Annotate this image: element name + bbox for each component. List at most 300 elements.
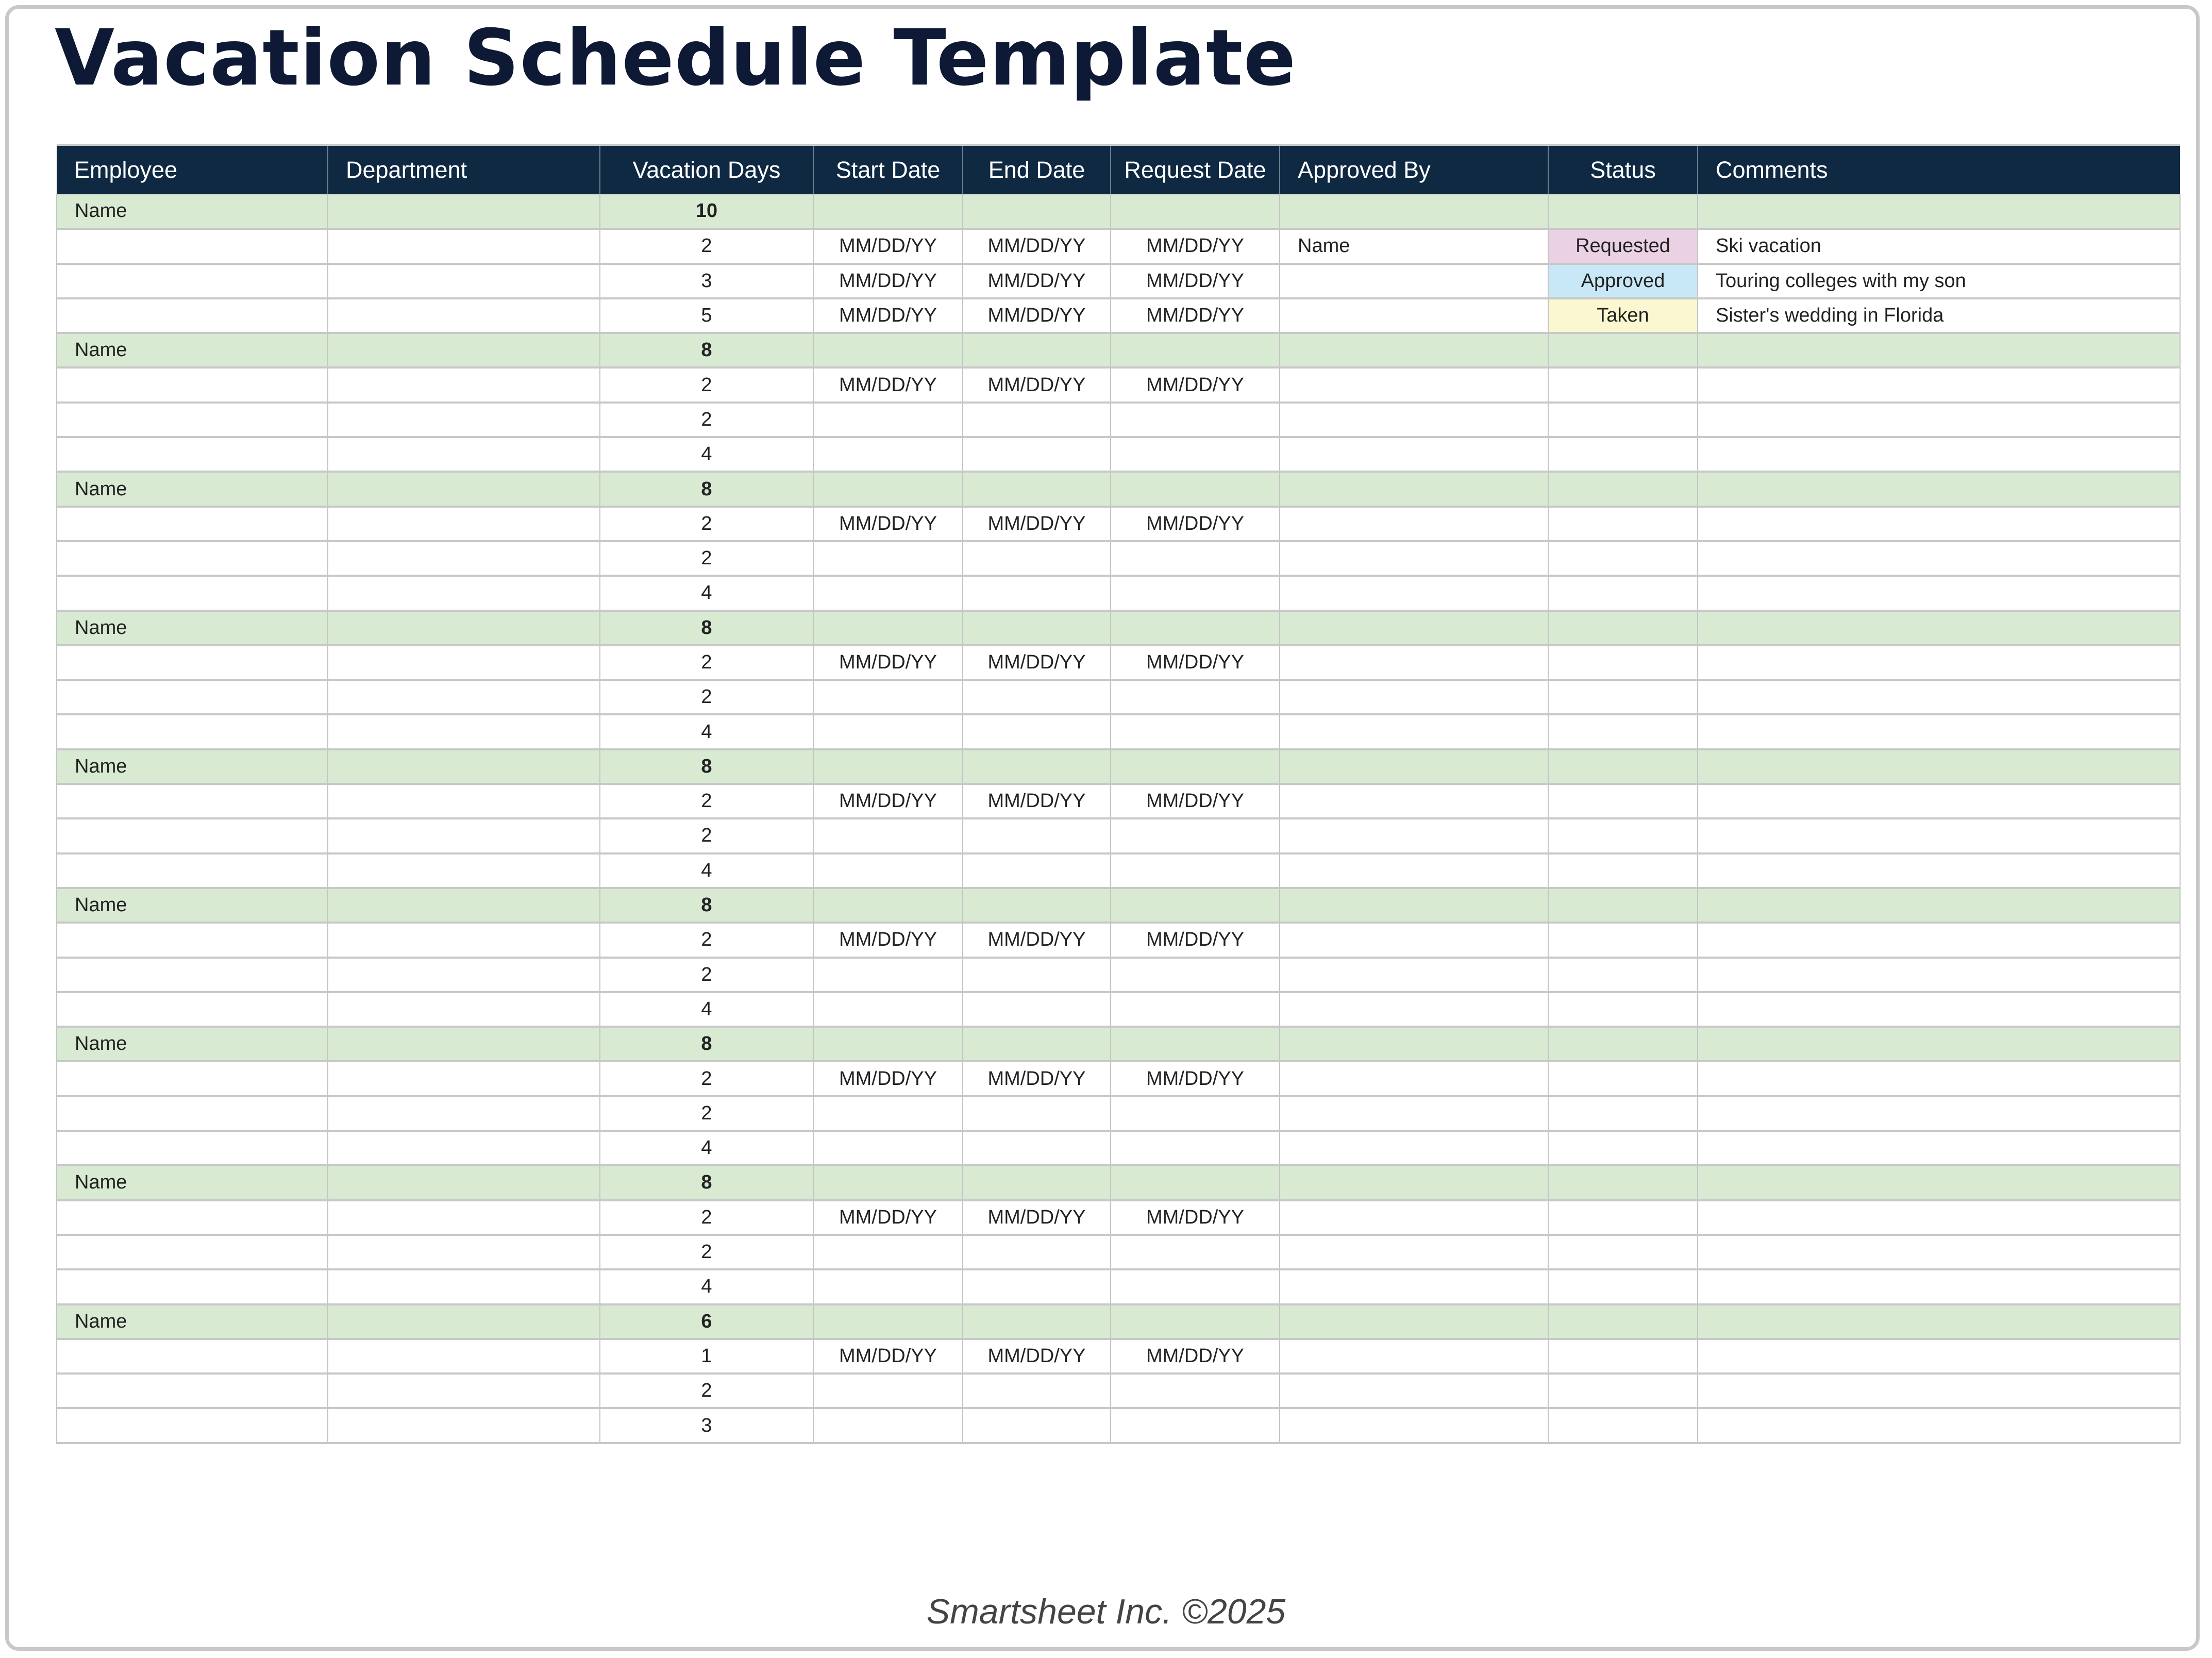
vacation-days-cell[interactable]: 2 bbox=[600, 645, 813, 680]
end-date-cell[interactable] bbox=[963, 403, 1111, 437]
department-cell[interactable] bbox=[328, 611, 600, 645]
start-date-cell[interactable] bbox=[813, 1165, 963, 1200]
request-date-cell[interactable] bbox=[1111, 333, 1280, 367]
end-date-cell[interactable] bbox=[963, 1374, 1111, 1408]
request-date-cell[interactable] bbox=[1111, 194, 1280, 229]
start-date-cell[interactable]: MM/DD/YY bbox=[813, 298, 963, 333]
employee-name-cell[interactable] bbox=[57, 1235, 328, 1269]
total-vacation-days-cell[interactable]: 8 bbox=[600, 1027, 813, 1061]
status-cell[interactable] bbox=[1548, 472, 1698, 506]
end-date-cell[interactable]: MM/DD/YY bbox=[963, 1339, 1111, 1374]
department-cell[interactable] bbox=[328, 1096, 600, 1131]
request-date-cell[interactable] bbox=[1111, 403, 1280, 437]
department-cell[interactable] bbox=[328, 472, 600, 506]
department-cell[interactable] bbox=[328, 818, 600, 853]
vacation-days-cell[interactable]: 4 bbox=[600, 853, 813, 888]
start-date-cell[interactable] bbox=[813, 403, 963, 437]
end-date-cell[interactable] bbox=[963, 1096, 1111, 1131]
vacation-days-cell[interactable]: 2 bbox=[600, 229, 813, 263]
employee-name-cell[interactable] bbox=[57, 645, 328, 680]
department-cell[interactable] bbox=[328, 264, 600, 298]
start-date-cell[interactable] bbox=[813, 1027, 963, 1061]
end-date-cell[interactable] bbox=[963, 1408, 1111, 1443]
approved-by-cell[interactable] bbox=[1280, 923, 1548, 957]
employee-name-cell[interactable]: Name bbox=[57, 1304, 328, 1339]
status-cell[interactable] bbox=[1548, 437, 1698, 472]
status-cell[interactable] bbox=[1548, 507, 1698, 541]
department-cell[interactable] bbox=[328, 1339, 600, 1374]
comments-cell[interactable] bbox=[1698, 818, 2180, 853]
status-cell[interactable] bbox=[1548, 923, 1698, 957]
total-vacation-days-cell[interactable]: 10 bbox=[600, 194, 813, 229]
department-cell[interactable] bbox=[328, 888, 600, 923]
comments-cell[interactable] bbox=[1698, 1200, 2180, 1235]
comments-cell[interactable] bbox=[1698, 853, 2180, 888]
request-date-cell[interactable] bbox=[1111, 680, 1280, 714]
end-date-cell[interactable] bbox=[963, 1235, 1111, 1269]
vacation-days-cell[interactable]: 4 bbox=[600, 576, 813, 610]
vacation-days-cell[interactable]: 2 bbox=[600, 1200, 813, 1235]
vacation-days-cell[interactable]: 2 bbox=[600, 958, 813, 992]
total-vacation-days-cell[interactable]: 8 bbox=[600, 749, 813, 784]
comments-cell[interactable] bbox=[1698, 1061, 2180, 1096]
comments-cell[interactable]: Touring colleges with my son bbox=[1698, 264, 2180, 298]
employee-name-cell[interactable]: Name bbox=[57, 472, 328, 506]
end-date-cell[interactable] bbox=[963, 1269, 1111, 1304]
employee-name-cell[interactable] bbox=[57, 403, 328, 437]
start-date-cell[interactable] bbox=[813, 992, 963, 1027]
comments-cell[interactable] bbox=[1698, 611, 2180, 645]
comments-cell[interactable] bbox=[1698, 784, 2180, 818]
request-date-cell[interactable] bbox=[1111, 1374, 1280, 1408]
status-cell[interactable] bbox=[1548, 853, 1698, 888]
total-vacation-days-cell[interactable]: 8 bbox=[600, 472, 813, 506]
status-cell[interactable] bbox=[1548, 714, 1698, 749]
status-cell[interactable] bbox=[1548, 1027, 1698, 1061]
status-cell[interactable] bbox=[1548, 1304, 1698, 1339]
department-cell[interactable] bbox=[328, 1061, 600, 1096]
status-cell[interactable] bbox=[1548, 1200, 1698, 1235]
start-date-cell[interactable] bbox=[813, 818, 963, 853]
status-cell[interactable] bbox=[1548, 958, 1698, 992]
approved-by-cell[interactable] bbox=[1280, 888, 1548, 923]
employee-name-cell[interactable] bbox=[57, 229, 328, 263]
vacation-days-cell[interactable]: 4 bbox=[600, 992, 813, 1027]
start-date-cell[interactable]: MM/DD/YY bbox=[813, 645, 963, 680]
start-date-cell[interactable] bbox=[813, 958, 963, 992]
request-date-cell[interactable]: MM/DD/YY bbox=[1111, 1200, 1280, 1235]
request-date-cell[interactable] bbox=[1111, 576, 1280, 610]
comments-cell[interactable] bbox=[1698, 1131, 2180, 1165]
start-date-cell[interactable] bbox=[813, 853, 963, 888]
approved-by-cell[interactable] bbox=[1280, 507, 1548, 541]
approved-by-cell[interactable] bbox=[1280, 367, 1548, 402]
department-cell[interactable] bbox=[328, 507, 600, 541]
vacation-days-cell[interactable]: 2 bbox=[600, 367, 813, 402]
status-cell[interactable] bbox=[1548, 680, 1698, 714]
request-date-cell[interactable] bbox=[1111, 1096, 1280, 1131]
end-date-cell[interactable]: MM/DD/YY bbox=[963, 1061, 1111, 1096]
request-date-cell[interactable] bbox=[1111, 853, 1280, 888]
department-cell[interactable] bbox=[328, 1235, 600, 1269]
employee-name-cell[interactable] bbox=[57, 992, 328, 1027]
approved-by-cell[interactable] bbox=[1280, 298, 1548, 333]
request-date-cell[interactable] bbox=[1111, 1165, 1280, 1200]
comments-cell[interactable] bbox=[1698, 333, 2180, 367]
request-date-cell[interactable] bbox=[1111, 437, 1280, 472]
department-cell[interactable] bbox=[328, 680, 600, 714]
comments-cell[interactable] bbox=[1698, 680, 2180, 714]
start-date-cell[interactable]: MM/DD/YY bbox=[813, 1200, 963, 1235]
department-cell[interactable] bbox=[328, 403, 600, 437]
start-date-cell[interactable]: MM/DD/YY bbox=[813, 784, 963, 818]
total-vacation-days-cell[interactable]: 8 bbox=[600, 1165, 813, 1200]
comments-cell[interactable] bbox=[1698, 958, 2180, 992]
comments-cell[interactable] bbox=[1698, 992, 2180, 1027]
comments-cell[interactable] bbox=[1698, 541, 2180, 576]
start-date-cell[interactable] bbox=[813, 541, 963, 576]
vacation-days-cell[interactable]: 4 bbox=[600, 714, 813, 749]
request-date-cell[interactable] bbox=[1111, 472, 1280, 506]
vacation-days-cell[interactable]: 4 bbox=[600, 1131, 813, 1165]
request-date-cell[interactable]: MM/DD/YY bbox=[1111, 1061, 1280, 1096]
end-date-cell[interactable] bbox=[963, 992, 1111, 1027]
department-cell[interactable] bbox=[328, 645, 600, 680]
comments-cell[interactable] bbox=[1698, 1096, 2180, 1131]
approved-by-cell[interactable] bbox=[1280, 611, 1548, 645]
department-cell[interactable] bbox=[328, 1131, 600, 1165]
end-date-cell[interactable]: MM/DD/YY bbox=[963, 229, 1111, 263]
vacation-days-cell[interactable]: 4 bbox=[600, 437, 813, 472]
end-date-cell[interactable]: MM/DD/YY bbox=[963, 645, 1111, 680]
start-date-cell[interactable] bbox=[813, 714, 963, 749]
department-cell[interactable] bbox=[328, 541, 600, 576]
vacation-days-cell[interactable]: 2 bbox=[600, 1061, 813, 1096]
employee-name-cell[interactable]: Name bbox=[57, 1027, 328, 1061]
end-date-cell[interactable] bbox=[963, 853, 1111, 888]
end-date-cell[interactable]: MM/DD/YY bbox=[963, 298, 1111, 333]
approved-by-cell[interactable]: Name bbox=[1280, 229, 1548, 263]
department-cell[interactable] bbox=[328, 1027, 600, 1061]
start-date-cell[interactable] bbox=[813, 1131, 963, 1165]
approved-by-cell[interactable] bbox=[1280, 958, 1548, 992]
end-date-cell[interactable] bbox=[963, 194, 1111, 229]
comments-cell[interactable] bbox=[1698, 437, 2180, 472]
employee-name-cell[interactable] bbox=[57, 367, 328, 402]
status-cell[interactable] bbox=[1548, 1339, 1698, 1374]
comments-cell[interactable] bbox=[1698, 1339, 2180, 1374]
status-cell[interactable] bbox=[1548, 576, 1698, 610]
status-cell[interactable] bbox=[1548, 1096, 1698, 1131]
start-date-cell[interactable] bbox=[813, 1304, 963, 1339]
comments-cell[interactable] bbox=[1698, 1269, 2180, 1304]
approved-by-cell[interactable] bbox=[1280, 576, 1548, 610]
comments-cell[interactable] bbox=[1698, 1027, 2180, 1061]
vacation-days-cell[interactable]: 2 bbox=[600, 784, 813, 818]
employee-name-cell[interactable]: Name bbox=[57, 888, 328, 923]
comments-cell[interactable] bbox=[1698, 367, 2180, 402]
department-cell[interactable] bbox=[328, 1374, 600, 1408]
department-cell[interactable] bbox=[328, 1165, 600, 1200]
employee-name-cell[interactable] bbox=[57, 1131, 328, 1165]
approved-by-cell[interactable] bbox=[1280, 403, 1548, 437]
employee-name-cell[interactable] bbox=[57, 923, 328, 957]
request-date-cell[interactable]: MM/DD/YY bbox=[1111, 367, 1280, 402]
start-date-cell[interactable]: MM/DD/YY bbox=[813, 264, 963, 298]
status-cell[interactable] bbox=[1548, 333, 1698, 367]
comments-cell[interactable] bbox=[1698, 403, 2180, 437]
vacation-days-cell[interactable]: 3 bbox=[600, 1408, 813, 1443]
status-cell[interactable] bbox=[1548, 784, 1698, 818]
vacation-days-cell[interactable]: 2 bbox=[600, 923, 813, 957]
employee-name-cell[interactable] bbox=[57, 507, 328, 541]
end-date-cell[interactable] bbox=[963, 818, 1111, 853]
comments-cell[interactable] bbox=[1698, 749, 2180, 784]
status-cell[interactable] bbox=[1548, 645, 1698, 680]
employee-name-cell[interactable] bbox=[57, 1269, 328, 1304]
status-badge-requested[interactable]: Requested bbox=[1548, 229, 1698, 263]
approved-by-cell[interactable] bbox=[1280, 680, 1548, 714]
start-date-cell[interactable] bbox=[813, 611, 963, 645]
end-date-cell[interactable] bbox=[963, 576, 1111, 610]
end-date-cell[interactable] bbox=[963, 472, 1111, 506]
start-date-cell[interactable]: MM/DD/YY bbox=[813, 1339, 963, 1374]
status-cell[interactable] bbox=[1548, 541, 1698, 576]
comments-cell[interactable] bbox=[1698, 576, 2180, 610]
end-date-cell[interactable] bbox=[963, 680, 1111, 714]
employee-name-cell[interactable] bbox=[57, 1339, 328, 1374]
vacation-days-cell[interactable]: 3 bbox=[600, 264, 813, 298]
approved-by-cell[interactable] bbox=[1280, 1200, 1548, 1235]
vacation-days-cell[interactable]: 4 bbox=[600, 1269, 813, 1304]
start-date-cell[interactable] bbox=[813, 1408, 963, 1443]
start-date-cell[interactable] bbox=[813, 472, 963, 506]
end-date-cell[interactable] bbox=[963, 714, 1111, 749]
department-cell[interactable] bbox=[328, 333, 600, 367]
status-cell[interactable] bbox=[1548, 749, 1698, 784]
request-date-cell[interactable] bbox=[1111, 1131, 1280, 1165]
request-date-cell[interactable] bbox=[1111, 992, 1280, 1027]
comments-cell[interactable] bbox=[1698, 472, 2180, 506]
approved-by-cell[interactable] bbox=[1280, 264, 1548, 298]
status-cell[interactable] bbox=[1548, 992, 1698, 1027]
request-date-cell[interactable]: MM/DD/YY bbox=[1111, 923, 1280, 957]
comments-cell[interactable] bbox=[1698, 1235, 2180, 1269]
start-date-cell[interactable]: MM/DD/YY bbox=[813, 367, 963, 402]
employee-name-cell[interactable] bbox=[57, 1408, 328, 1443]
status-cell[interactable] bbox=[1548, 367, 1698, 402]
request-date-cell[interactable] bbox=[1111, 888, 1280, 923]
comments-cell[interactable] bbox=[1698, 645, 2180, 680]
department-cell[interactable] bbox=[328, 784, 600, 818]
department-cell[interactable] bbox=[328, 437, 600, 472]
approved-by-cell[interactable] bbox=[1280, 784, 1548, 818]
start-date-cell[interactable] bbox=[813, 1269, 963, 1304]
vacation-days-cell[interactable]: 5 bbox=[600, 298, 813, 333]
approved-by-cell[interactable] bbox=[1280, 333, 1548, 367]
comments-cell[interactable]: Ski vacation bbox=[1698, 229, 2180, 263]
employee-name-cell[interactable] bbox=[57, 818, 328, 853]
employee-name-cell[interactable]: Name bbox=[57, 194, 328, 229]
employee-name-cell[interactable] bbox=[57, 714, 328, 749]
employee-name-cell[interactable] bbox=[57, 680, 328, 714]
approved-by-cell[interactable] bbox=[1280, 1408, 1548, 1443]
comments-cell[interactable] bbox=[1698, 1304, 2180, 1339]
end-date-cell[interactable] bbox=[963, 1131, 1111, 1165]
employee-name-cell[interactable] bbox=[57, 541, 328, 576]
vacation-days-cell[interactable]: 2 bbox=[600, 507, 813, 541]
request-date-cell[interactable]: MM/DD/YY bbox=[1111, 298, 1280, 333]
end-date-cell[interactable] bbox=[963, 541, 1111, 576]
department-cell[interactable] bbox=[328, 576, 600, 610]
start-date-cell[interactable] bbox=[813, 749, 963, 784]
end-date-cell[interactable] bbox=[963, 611, 1111, 645]
status-cell[interactable] bbox=[1548, 1165, 1698, 1200]
comments-cell[interactable] bbox=[1698, 194, 2180, 229]
status-cell[interactable] bbox=[1548, 1131, 1698, 1165]
total-vacation-days-cell[interactable]: 8 bbox=[600, 611, 813, 645]
status-badge-approved[interactable]: Approved bbox=[1548, 264, 1698, 298]
vacation-days-cell[interactable]: 2 bbox=[600, 541, 813, 576]
approved-by-cell[interactable] bbox=[1280, 1061, 1548, 1096]
request-date-cell[interactable] bbox=[1111, 818, 1280, 853]
start-date-cell[interactable]: MM/DD/YY bbox=[813, 507, 963, 541]
request-date-cell[interactable] bbox=[1111, 1304, 1280, 1339]
comments-cell[interactable] bbox=[1698, 507, 2180, 541]
department-cell[interactable] bbox=[328, 923, 600, 957]
employee-name-cell[interactable] bbox=[57, 853, 328, 888]
end-date-cell[interactable]: MM/DD/YY bbox=[963, 507, 1111, 541]
department-cell[interactable] bbox=[328, 714, 600, 749]
start-date-cell[interactable]: MM/DD/YY bbox=[813, 923, 963, 957]
employee-name-cell[interactable] bbox=[57, 264, 328, 298]
end-date-cell[interactable]: MM/DD/YY bbox=[963, 264, 1111, 298]
start-date-cell[interactable]: MM/DD/YY bbox=[813, 229, 963, 263]
approved-by-cell[interactable] bbox=[1280, 472, 1548, 506]
request-date-cell[interactable] bbox=[1111, 1027, 1280, 1061]
end-date-cell[interactable]: MM/DD/YY bbox=[963, 784, 1111, 818]
request-date-cell[interactable] bbox=[1111, 1408, 1280, 1443]
request-date-cell[interactable]: MM/DD/YY bbox=[1111, 229, 1280, 263]
employee-name-cell[interactable]: Name bbox=[57, 611, 328, 645]
status-cell[interactable] bbox=[1548, 1269, 1698, 1304]
request-date-cell[interactable] bbox=[1111, 958, 1280, 992]
status-cell[interactable] bbox=[1548, 1408, 1698, 1443]
employee-name-cell[interactable] bbox=[57, 298, 328, 333]
total-vacation-days-cell[interactable]: 8 bbox=[600, 888, 813, 923]
vacation-days-cell[interactable]: 1 bbox=[600, 1339, 813, 1374]
end-date-cell[interactable]: MM/DD/YY bbox=[963, 1200, 1111, 1235]
approved-by-cell[interactable] bbox=[1280, 1235, 1548, 1269]
approved-by-cell[interactable] bbox=[1280, 194, 1548, 229]
employee-name-cell[interactable] bbox=[57, 1061, 328, 1096]
end-date-cell[interactable] bbox=[963, 437, 1111, 472]
comments-cell[interactable] bbox=[1698, 1374, 2180, 1408]
start-date-cell[interactable] bbox=[813, 194, 963, 229]
vacation-days-cell[interactable]: 2 bbox=[600, 1374, 813, 1408]
total-vacation-days-cell[interactable]: 8 bbox=[600, 333, 813, 367]
start-date-cell[interactable] bbox=[813, 1235, 963, 1269]
request-date-cell[interactable] bbox=[1111, 541, 1280, 576]
employee-name-cell[interactable] bbox=[57, 1200, 328, 1235]
department-cell[interactable] bbox=[328, 1304, 600, 1339]
department-cell[interactable] bbox=[328, 958, 600, 992]
end-date-cell[interactable] bbox=[963, 1304, 1111, 1339]
department-cell[interactable] bbox=[328, 1200, 600, 1235]
end-date-cell[interactable] bbox=[963, 333, 1111, 367]
total-vacation-days-cell[interactable]: 6 bbox=[600, 1304, 813, 1339]
end-date-cell[interactable] bbox=[963, 1027, 1111, 1061]
department-cell[interactable] bbox=[328, 992, 600, 1027]
approved-by-cell[interactable] bbox=[1280, 645, 1548, 680]
status-cell[interactable] bbox=[1548, 888, 1698, 923]
request-date-cell[interactable]: MM/DD/YY bbox=[1111, 1339, 1280, 1374]
vacation-days-cell[interactable]: 2 bbox=[600, 818, 813, 853]
request-date-cell[interactable]: MM/DD/YY bbox=[1111, 784, 1280, 818]
approved-by-cell[interactable] bbox=[1280, 1096, 1548, 1131]
comments-cell[interactable] bbox=[1698, 1165, 2180, 1200]
status-cell[interactable] bbox=[1548, 1374, 1698, 1408]
approved-by-cell[interactable] bbox=[1280, 1374, 1548, 1408]
end-date-cell[interactable]: MM/DD/YY bbox=[963, 923, 1111, 957]
status-cell[interactable] bbox=[1548, 611, 1698, 645]
vacation-days-cell[interactable]: 2 bbox=[600, 403, 813, 437]
end-date-cell[interactable] bbox=[963, 1165, 1111, 1200]
employee-name-cell[interactable]: Name bbox=[57, 1165, 328, 1200]
start-date-cell[interactable] bbox=[813, 333, 963, 367]
vacation-days-cell[interactable]: 2 bbox=[600, 1235, 813, 1269]
approved-by-cell[interactable] bbox=[1280, 1269, 1548, 1304]
vacation-days-cell[interactable]: 2 bbox=[600, 1096, 813, 1131]
approved-by-cell[interactable] bbox=[1280, 541, 1548, 576]
employee-name-cell[interactable]: Name bbox=[57, 333, 328, 367]
start-date-cell[interactable] bbox=[813, 1096, 963, 1131]
request-date-cell[interactable] bbox=[1111, 1235, 1280, 1269]
approved-by-cell[interactable] bbox=[1280, 1131, 1548, 1165]
end-date-cell[interactable] bbox=[963, 888, 1111, 923]
approved-by-cell[interactable] bbox=[1280, 992, 1548, 1027]
status-cell[interactable] bbox=[1548, 403, 1698, 437]
request-date-cell[interactable]: MM/DD/YY bbox=[1111, 645, 1280, 680]
approved-by-cell[interactable] bbox=[1280, 853, 1548, 888]
status-cell[interactable] bbox=[1548, 194, 1698, 229]
employee-name-cell[interactable] bbox=[57, 1374, 328, 1408]
employee-name-cell[interactable] bbox=[57, 1096, 328, 1131]
end-date-cell[interactable] bbox=[963, 958, 1111, 992]
start-date-cell[interactable]: MM/DD/YY bbox=[813, 1061, 963, 1096]
department-cell[interactable] bbox=[328, 853, 600, 888]
start-date-cell[interactable] bbox=[813, 576, 963, 610]
approved-by-cell[interactable] bbox=[1280, 749, 1548, 784]
request-date-cell[interactable] bbox=[1111, 749, 1280, 784]
comments-cell[interactable] bbox=[1698, 888, 2180, 923]
request-date-cell[interactable] bbox=[1111, 714, 1280, 749]
comments-cell[interactable] bbox=[1698, 923, 2180, 957]
start-date-cell[interactable] bbox=[813, 437, 963, 472]
approved-by-cell[interactable] bbox=[1280, 1027, 1548, 1061]
request-date-cell[interactable] bbox=[1111, 611, 1280, 645]
status-cell[interactable] bbox=[1548, 1235, 1698, 1269]
comments-cell[interactable] bbox=[1698, 1408, 2180, 1443]
vacation-days-cell[interactable]: 2 bbox=[600, 680, 813, 714]
department-cell[interactable] bbox=[328, 1408, 600, 1443]
end-date-cell[interactable]: MM/DD/YY bbox=[963, 367, 1111, 402]
start-date-cell[interactable] bbox=[813, 888, 963, 923]
department-cell[interactable] bbox=[328, 367, 600, 402]
approved-by-cell[interactable] bbox=[1280, 818, 1548, 853]
employee-name-cell[interactable] bbox=[57, 784, 328, 818]
department-cell[interactable] bbox=[328, 194, 600, 229]
